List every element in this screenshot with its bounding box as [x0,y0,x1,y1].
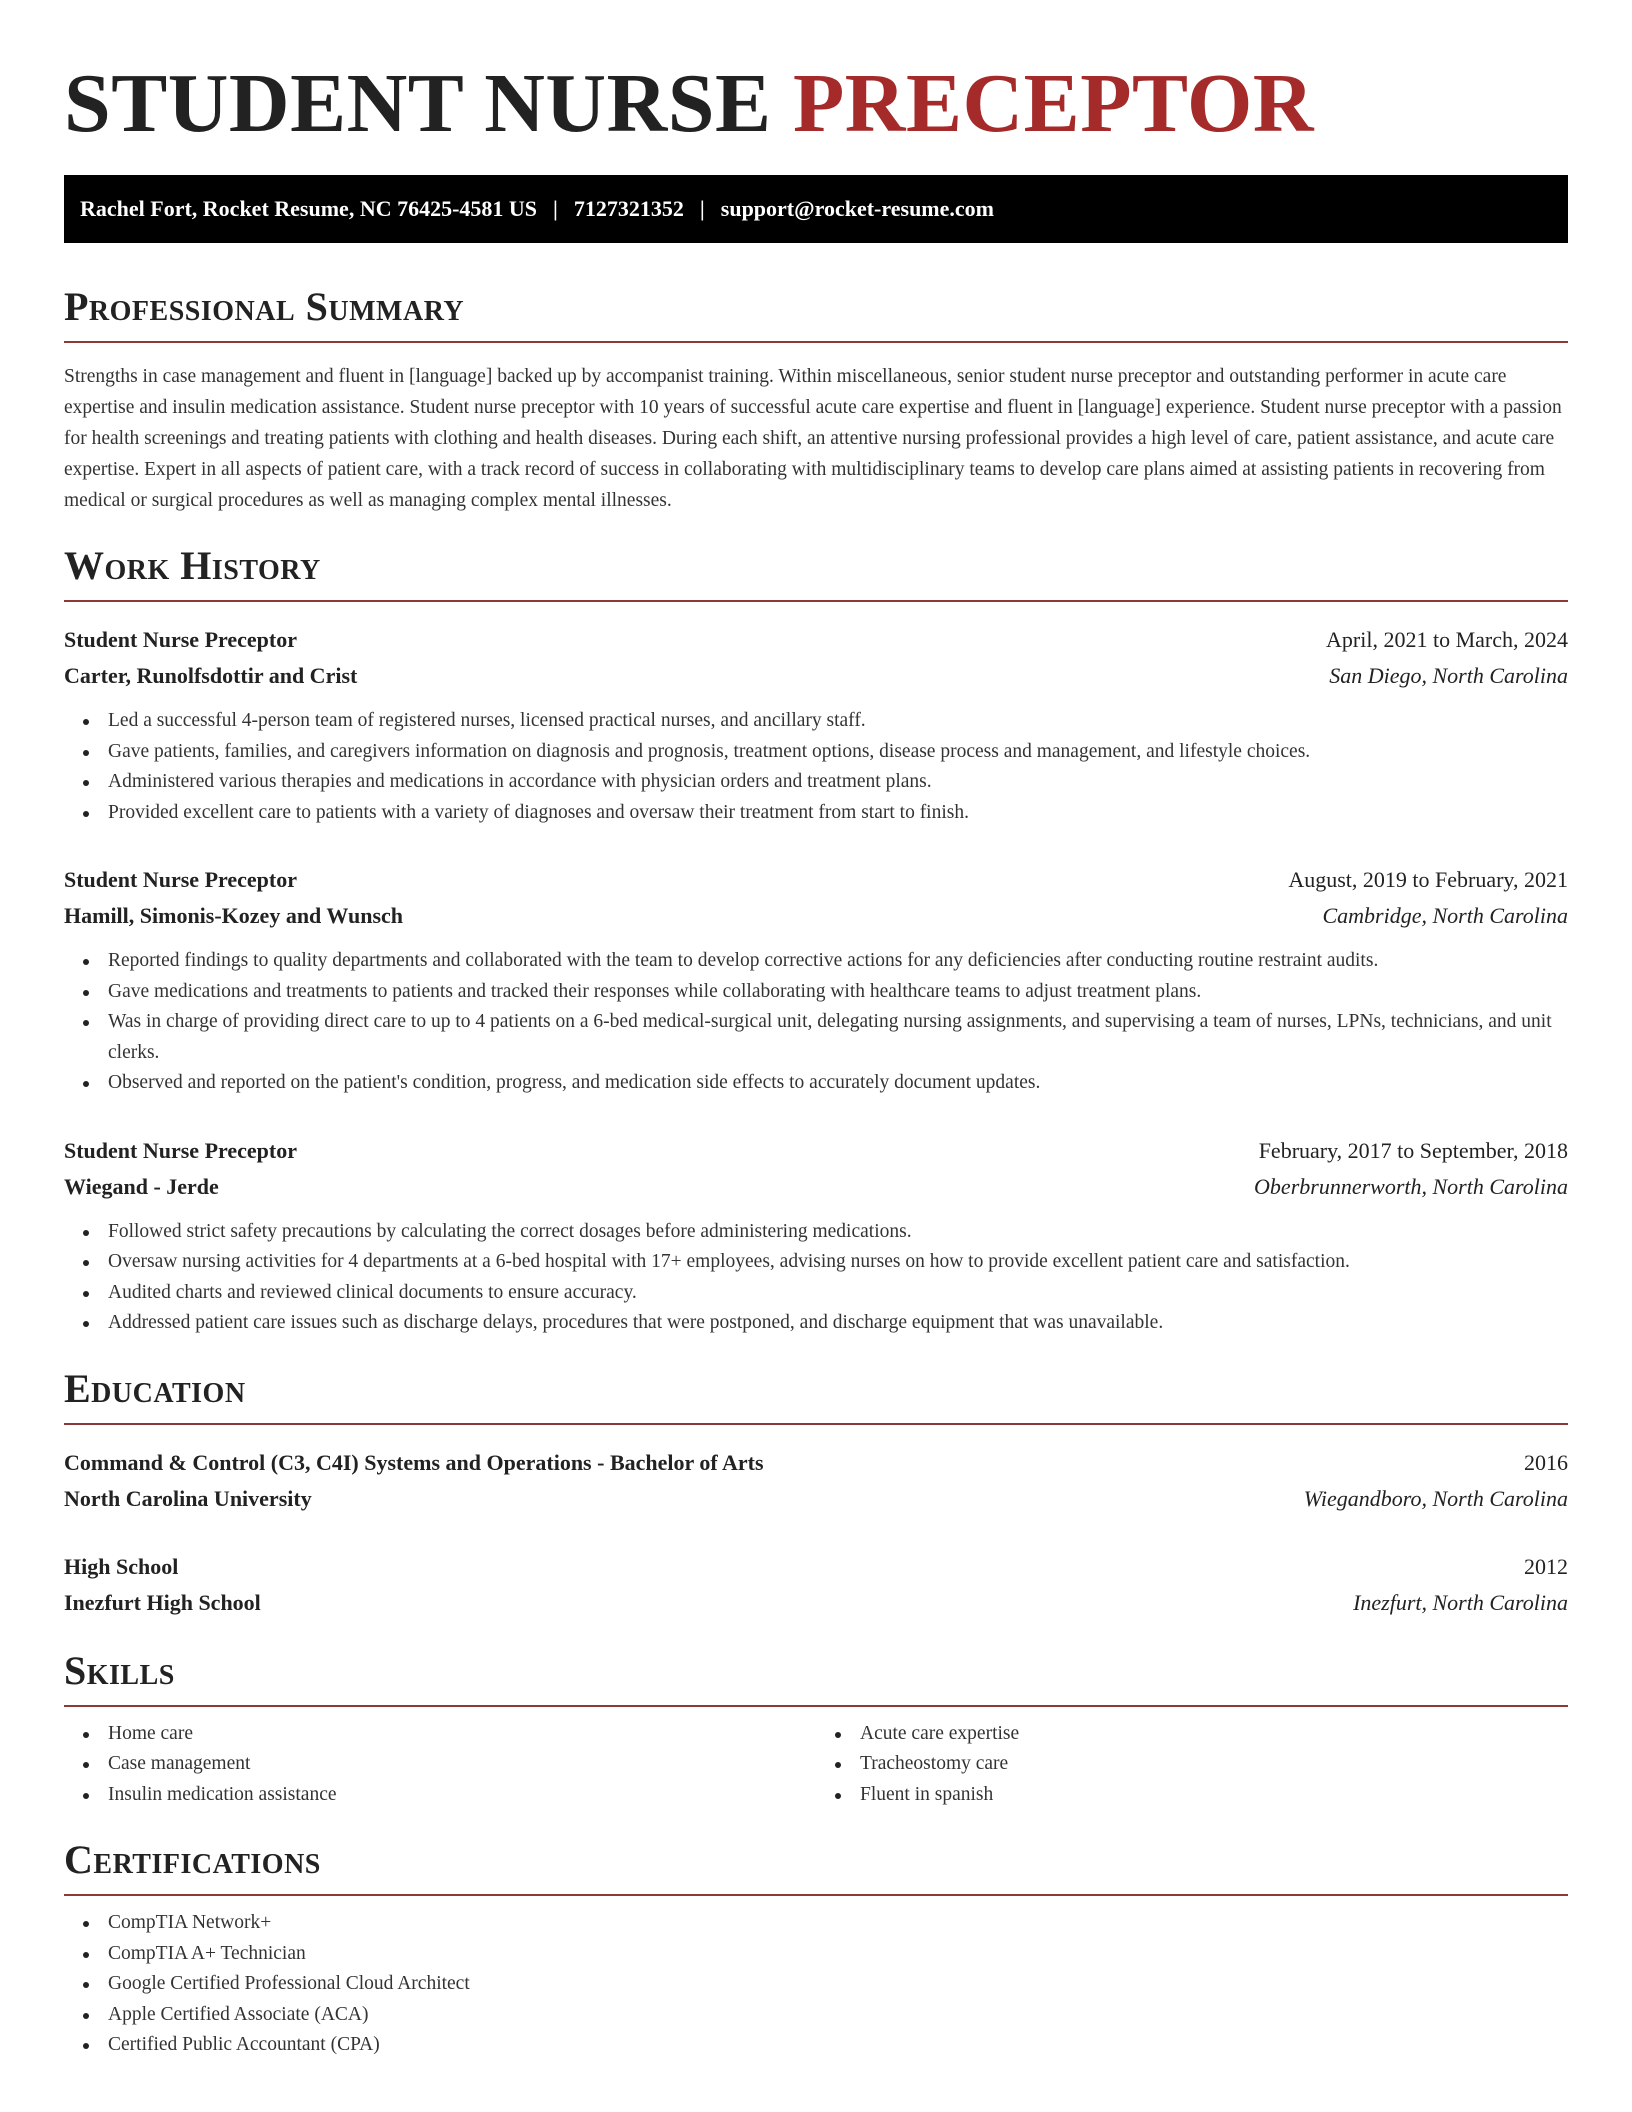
certifications-section [64,1836,1568,2061]
job-company: Hamill, Simonis-Kozey and Wunsch [64,903,404,928]
section-heading-summary: Professional Summary [64,284,465,329]
job-header-row [64,862,1568,898]
job-title: Student Nurse Preceptor [64,867,297,892]
skill-item: Home care [108,1719,816,1750]
education-school: North Carolina University [64,1485,312,1511]
job-title: Student Nurse Preceptor [64,1137,297,1163]
skill-item: Acute care expertise [860,1719,1568,1750]
section-divider [64,341,1568,343]
contact-address: Rachel Fort, Rocket Resume, NC 76425-4581 US [80,196,538,221]
job-bullet: Oversaw nursing activities for 4 departments at a 6-bed hospital with 17+ employees, advising nurses on how to provide excellent patient care and satisfaction. [108,1247,1568,1278]
job-bullets [64,706,1568,828]
contact-email[interactable]: support@rocket-resume.com [720,196,994,221]
job-location: Cambridge, North Carolina [1322,903,1568,928]
job-bullet: Observed and reported on the patient's condition, progress, and medication side effects to accurately document updates. [108,1068,1568,1099]
job-bullet: Provided excellent care to patients with a variety of diagnoses and oversaw their treatment from start to finish. [108,798,1568,829]
skill-item: Insulin medication assistance [108,1780,816,1811]
job-bullet: Reported findings to quality departments and collaborated with the team to develop corrective actions for any deficiencies after conducting routine restraint audits. [108,946,1568,977]
education-year: 2016 [1524,1449,1568,1475]
job-header-row [64,622,1568,658]
job-entry [64,622,1568,828]
contact-phone: 7127321352 [573,196,684,221]
job-bullet: Gave medications and treatments to patients and tracked their responses while collaborating with healthcare teams to adjust treatment plans. [108,977,1568,1008]
job-bullet: Audited charts and reviewed clinical documents to ensure accuracy. [108,1278,1568,1309]
skills-section [64,1647,1568,1811]
skill-item: Tracheostomy care [860,1749,1568,1780]
education-degree: Command & Control (C3, C4I) Systems and Operations - Bachelor of Arts [64,1449,764,1475]
education-header-row [64,1445,1568,1481]
education-location: Wiegandboro, North Carolina [1303,1485,1568,1511]
certification-item: Google Certified Professional Cloud Architect [108,1969,1568,2000]
education-school-row [64,1481,1568,1517]
skills-grid [64,1719,1568,1811]
section-divider [64,1705,1568,1707]
certification-item: Apple Certified Associate (ACA) [108,2000,1568,2031]
education-year: 2012 [1524,1553,1568,1579]
section-heading-certifications: Certifications [64,1837,321,1882]
education-school-row [64,1585,1568,1621]
certifications-list [64,1908,1568,2061]
section-divider [64,1423,1568,1425]
title-accent: PRECEPTOR [793,57,1315,150]
job-company: Carter, Runolfsdottir and Crist [64,663,358,688]
job-bullets [64,946,1568,1099]
education-section [64,1365,1568,1621]
summary-section [64,283,1568,516]
education-school: Inezfurt High School [64,1589,261,1615]
resume-title [64,56,1568,152]
certification-item: CompTIA Network+ [108,1908,1568,1939]
skills-column-left [64,1719,816,1811]
skill-item: Case management [108,1749,816,1780]
job-dates: August, 2019 to February, 2021 [1288,867,1568,892]
education-entry [64,1445,1568,1517]
education-degree: High School [64,1553,179,1579]
job-dates: April, 2021 to March, 2024 [1326,627,1568,652]
education-entry [64,1549,1568,1621]
job-company-row [64,1169,1568,1205]
section-heading-work-history: Work History [64,543,321,588]
skills-list [816,1719,1568,1811]
job-header-row [64,1133,1568,1169]
education-location: Inezfurt, North Carolina [1353,1589,1568,1615]
section-divider [64,1894,1568,1896]
summary-text: Strengths in case management and fluent in [language] backed up by accompanist training. Within miscellaneous, senior student nurse preceptor and outstanding performer in acute care expertise and insulin medication assistance. Student nurse preceptor with 10 years of successful acute care expertise and fluent in [language] experience. Student nurse preceptor with a passion for health screenings and treating patients with clothing and health diseases. During each shift, an attentive nursing professional provides a high level of care, patient assistance, and acute care expertise. Expert in all aspects of patient care, with a track record of success in collaborating with multidisciplinary teams to develop care plans aimed at assisting patients in recovering from medical or surgical procedures as well as managing complex mental illnesses. [64,366,1562,511]
job-bullets [64,1217,1568,1339]
job-bullet: Was in charge of providing direct care to up to 4 patients on a 6-bed medical-surgical unit, delegating nursing assignments, and supervising a team of nurses, LPNs, technicians, and unit clerks. [108,1007,1568,1068]
work-history-section [64,542,1568,1339]
job-location: San Diego, North Carolina [1329,663,1568,688]
job-dates: February, 2017 to September, 2018 [1258,1137,1568,1163]
skill-item: Fluent in spanish [860,1780,1568,1811]
title-main: STUDENT NURSE [64,57,772,150]
certification-item: CompTIA A+ Technician [108,1939,1568,1970]
job-company: Wiegand - Jerde [64,1173,219,1199]
job-entry [64,862,1568,1099]
job-bullet: Addressed patient care issues such as discharge delays, procedures that were postponed, and discharge equipment that was unavailable. [108,1308,1568,1339]
certification-item: Certified Public Accountant (CPA) [108,2030,1568,2061]
job-company-row [64,898,1568,934]
section-heading-skills: Skills [64,1647,175,1693]
job-bullet: Administered various therapies and medications in accordance with physician orders and treatment plans. [108,767,1568,798]
contact-separator: | [699,196,705,221]
skills-column-right [816,1719,1568,1811]
job-bullet: Gave patients, families, and caregivers information on diagnosis and prognosis, treatment options, disease process and management, and lifestyle choices. [108,737,1568,768]
skills-list [64,1719,816,1811]
education-header-row [64,1549,1568,1585]
job-bullet: Led a successful 4-person team of registered nurses, licensed practical nurses, and ancillary staff. [108,706,1568,737]
job-company-row [64,658,1568,694]
job-location: Oberbrunnerworth, North Carolina [1254,1173,1568,1199]
section-heading-education: Education [64,1365,246,1411]
job-bullet: Followed strict safety precautions by calculating the correct dosages before administering medications. [108,1217,1568,1248]
job-entry [64,1133,1568,1339]
contact-separator: | [553,196,558,221]
job-title: Student Nurse Preceptor [64,627,297,652]
section-divider [64,600,1568,602]
contact-bar [64,175,1568,243]
